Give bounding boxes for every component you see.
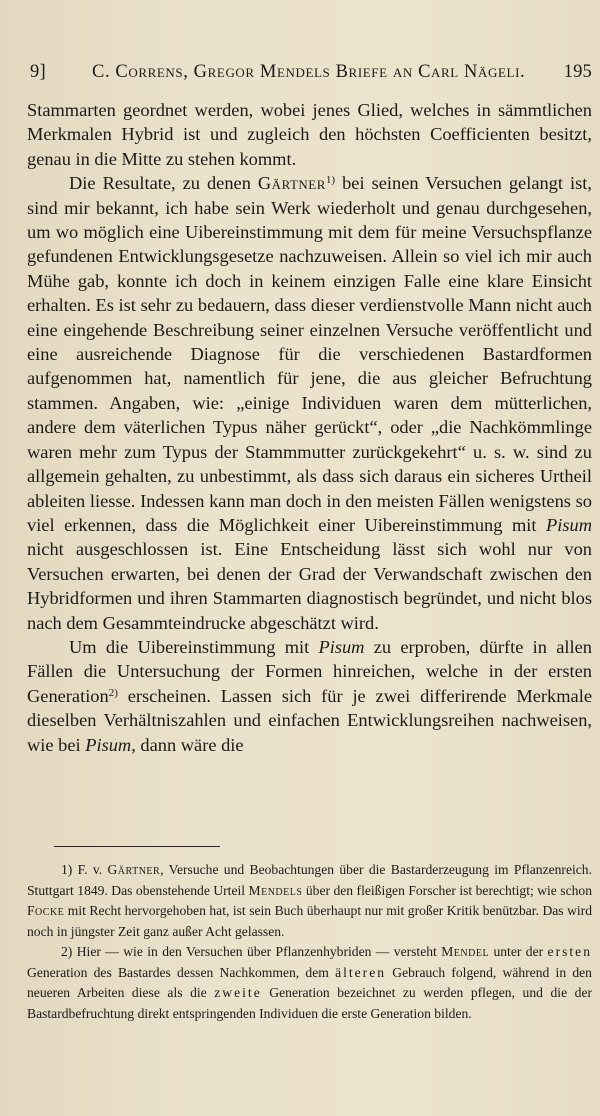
p2-text-c: nicht ausgeschlossen ist. Eine Entscheidung lässt sich wohl nur von Versuchen erwarten, bei denen der Grad der Verwandschaft zwischen den Hybridformen und ihren Stammarten diagnostisch begründet, und nicht blos nach dem Gesammteindrucke abgeschätzt wird. [27,539,592,633]
fn2-text-c: Generation des Bastardes dessen Nachkommen, dem [27,964,329,980]
page-number-left: 9] [30,62,46,82]
author-name-mendels: Mendels [248,882,303,898]
fn2-text-b: unter der [493,944,544,959]
p2-text-a: Die Resultate, zu denen [69,173,251,194]
footnote-ref-1: 1) [325,174,336,187]
fn1-text-d: mit Recht hervorgehoben hat, ist sein Buch überhaupt nur mit großer Kritik benützbar. Das wird noch in jüngster Zeit ganz außer Acht gelassen. [27,903,592,939]
genus-pisum: Pisum [546,514,592,535]
main-text [27,98,592,757]
fn1-text-b: , Versuche und Beobachtungen über die Bastarderzeugung im Pflanzenreich. Stuttgart 1849. Das obenstehende Urteil [27,862,593,898]
fn2-text-a: Hier — wie in den Versuchen über Pflanzenhybriden — versteht [76,944,437,959]
footnote-2 [27,942,592,1024]
page-number-right: 195 [563,62,592,82]
footnote-1 [27,860,592,942]
paragraph-1-text: Stammarten geordnet werden, wobei jenes Glied, welches in sämmtlichen Merkmalen Hybrid ist und zugleich den höchsten Coefficienten besitzt, genau in die Mitte zu stehen kommt. [27,100,592,169]
genus-pisum: Pisum, [85,734,136,755]
fn1-text-c: über den fleißigen Forscher ist berechtigt; wie schon [305,882,592,898]
paragraph-3 [27,635,592,757]
genus-pisum: Pisum [318,636,365,657]
fn2-text-e: Generation bezeichnet zu werden pflegen, und die der Bastardbefruchtung direkt entspringenden Individuen die erste Generation bilden. [27,985,593,1021]
author-name-focke: Focke [27,903,65,918]
author-name-gaertner: Gärtner [107,862,161,877]
p3-text-c: erscheinen. Lassen sich für je zwei differirende Merkmale dieselben Verhältniszahlen und einfachen Entwicklungsreihen nachweisen, wie bei [27,685,592,755]
paragraph-1 [27,98,592,171]
footnote-divider [54,846,220,847]
p3-text-d: dann wäre die [140,734,244,755]
emphasis-zweite: zweite [214,985,262,1000]
emphasis-ersten: ersten [547,944,592,959]
p3-text-a: Um die Uibereinstimmung mit [69,636,310,657]
emphasis-aelteren: älteren [335,964,387,980]
running-title: C. Correns, Gregor Mendels Briefe an Carl Nägeli. [92,62,526,82]
author-name-gaertner: Gärtner [257,173,326,194]
p2-text-b: bei seinen Versuchen gelangt ist, sind mir bekannt, ich habe sein Werk wiederholt und genau durchgesehen, um wo möglich eine Uibereinstimmung mit dem für meine Versuchspflanze gefundenen Entwicklungsgesetze nachzuweisen. Allein so viel ich mir auch Mühe gab, konnte ich doch in keinem einzigen Falle eine klare Einsicht erhalten. Es ist sehr zu bedauern, dass dieser verdienstvolle Mann nicht auch eine eingehende Beschreibung seiner einzelnen Versuche veröffentlicht und eine ausreichende Diagnose für die verschiedenen Bastardformen aufgenommen hat, namentlich für jene, die aus gleicher Befruchtung stammen. Angaben, wie: „einige Individuen waren dem mütterlichen, andere dem väterlichen Typus näher gerückt“, oder „die Nachkömmlinge waren mehr zum Typus der Stammmutter zurückgekehrt“ u. s. w. sind zu allgemein gehalten, zu unbestimmt, als dass sich daraus ein sicheres Urtheil ableiten liesse. Indessen kann man doch in den meisten Fällen wenigstens so viel erkennen, dass die Möglichkeit einer Uibereinstimmung mit [27,173,592,535]
footnotes [27,860,592,1024]
fn1-text-a: F. v. [77,862,103,877]
author-name-mendel: Mendel [441,944,490,959]
paragraph-2 [27,171,592,635]
p3-text-b: zu erproben, dürfte in allen Fällen die Untersuchung der Formen hinreichen, welche in der ersten Generation [27,636,592,706]
running-header [30,62,592,84]
footnote-1-number: 1) [61,862,73,877]
footnote-ref-2: 2) [108,686,118,699]
footnote-2-number: 2) [61,944,73,959]
fn2-text-d: Gebrauch folgend, während in den neueren Arbeiten diese als die [27,964,592,1000]
